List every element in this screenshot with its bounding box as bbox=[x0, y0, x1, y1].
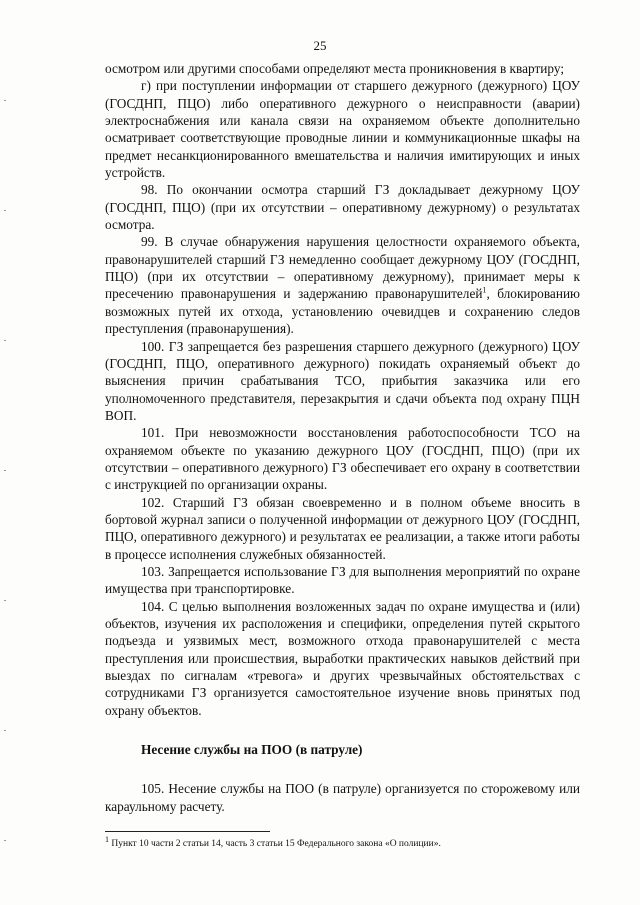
paragraph-99 bbox=[105, 233, 580, 337]
page-number: 25 bbox=[313, 38, 327, 53]
scan-margin-specks bbox=[4, 40, 10, 870]
paragraph-97g: г) при поступлении информации от старшего дежурного (дежурного) ЦОУ (ГОСДНП, ПЦО) либо оперативного дежурного о неисправности (аварии) электроснабжения или канала связи на охраняемом объекте дополнительно осматривает соответствующие проводные линии и коммуникационные шкафы на предмет несанкционированного вмешательства и наличия имитирующих и иных устройств. bbox=[105, 78, 580, 181]
paragraph-105: 105. Несение службы на ПОО (в патруле) организуется по сторожевому или караульному расчету. bbox=[105, 781, 580, 814]
paragraph-0: осмотром или другими способами определяют места проникновения в квартиру; bbox=[105, 61, 565, 76]
paragraph-101: 101. При невозможности восстановления работоспособности ТСО на охраняемом объекте по указанию дежурного ЦОУ (ГОСДНП, ПЦО) (при их отсутствии – оперативного дежурного) ГЗ обеспечивает его охрану в соответствии с инструкцией по организации охраны. bbox=[105, 425, 580, 493]
footnote-divider bbox=[105, 831, 270, 832]
footnote-mark: 1 bbox=[105, 834, 109, 844]
document-body bbox=[105, 60, 580, 815]
footnote-reference: 1 bbox=[482, 286, 487, 296]
paragraph-99-text: 99. В случае обнаружения нарушения целостности охраняемого объекта, правонарушителей старший ГЗ немедленно сообщает дежурному ЦОУ (ГОСДНП, ПЦО) (при их отсутствии – оперативному дежурному), принимает меры к пресечению правонарушения и задержанию правонарушителей bbox=[105, 234, 580, 302]
footnote-text: Пункт 10 части 2 статьи 14, часть 3 статьи 15 Федерального закона «О полиции». bbox=[109, 839, 441, 849]
paragraph-100: 100. ГЗ запрещается без разрешения старшего дежурного (дежурного) ЦОУ (ГОСДНП, ПЦО, оперативного дежурного) покидать охраняемый объект до выяснения причин срабатывания ТСО, прибытия заказчика или его уполномоченного представителя, перезакрытия и сдачи объекта под охрану ПЦН ВОП. bbox=[105, 338, 580, 423]
paragraph-102: 102. Старший ГЗ обязан своевременно и в полном объеме вносить в бортовой журнал записи о полученной информации от дежурного ЦОУ (ГОСДНП, ПЦО, оперативного дежурного) и результатах ее реализации, а также итоги работы в процессе исполнения служебных обязанностей. bbox=[105, 494, 580, 562]
paragraph-104: 104. С целью выполнения возложенных задач по охране имущества и (или) объектов, изучения их расположения и специфики, определения путей скрытого подъезда и уязвимых мест, возможного отхода правонарушителей с места преступления или происшествия, выработки практических навыков действий при выездах по сигналам «тревога» и других чрезвычайных обстоятельствах с сотрудниками ГЗ организуется самостоятельное изучение вновь принятых под охрану объектов. bbox=[105, 598, 580, 718]
paragraph-99-text-after: , блокированию возможных путей их отхода, установлению очевидцев и сохранению следов преступления (правонарушения). bbox=[105, 286, 580, 337]
paragraph-103: 103. Запрещается использование ГЗ для выполнения мероприятий по охране имущества при транспортировке. bbox=[105, 563, 580, 597]
paragraph-98: 98. По окончании осмотра старший ГЗ докладывает дежурному ЦОУ (ГОСДНП, ПЦО) (при их отсутствии – оперативному дежурному) о результатах осмотра. bbox=[105, 182, 580, 233]
footnote bbox=[105, 834, 580, 850]
section-heading: Несение службы на ПОО (в патруле) bbox=[141, 742, 363, 758]
